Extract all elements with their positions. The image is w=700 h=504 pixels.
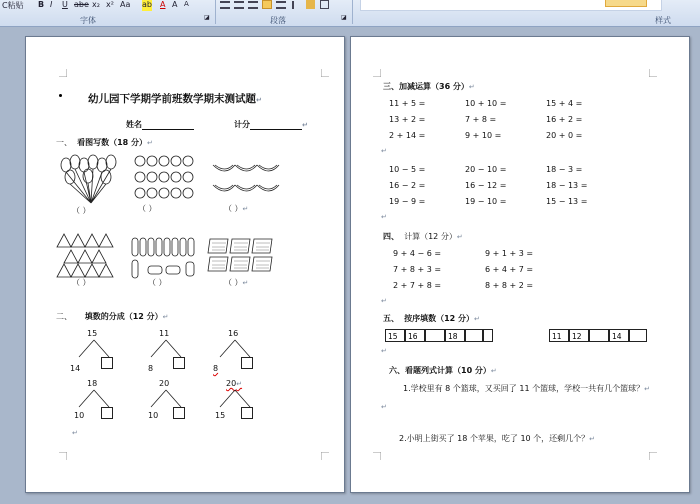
paragraph-mark: ↵ [147,139,153,147]
answer-box[interactable] [173,407,185,419]
paste-label[interactable]: C粘贴 [2,1,24,10]
split-top-number: 18 [87,379,98,388]
calc-item: 10 − 5 = [389,165,426,174]
document-page-1[interactable] [25,36,345,493]
bullet-dot [59,94,62,97]
section4-heading [383,231,463,242]
paragraph-mark: ↵ [302,121,308,129]
document-page-2[interactable] [350,36,690,493]
ribbon-separator [352,0,353,24]
line-spacing-icon[interactable] [292,1,300,9]
font-dialog-launcher-icon[interactable]: ◪ [204,14,210,21]
paragraph-mark: ↵ [256,96,262,104]
answer-paren[interactable]: （ ） [138,204,157,213]
calc-item: 15 + 4 = [546,99,583,108]
crop-mark [373,452,381,460]
name-label: 姓名 [126,120,142,129]
font-button-shrink[interactable]: A [184,0,189,8]
distribute-icon[interactable] [276,1,286,9]
section1-number: 一、 [56,138,72,147]
split-left-number: 10 [148,411,159,420]
calc-item: 19 − 9 = [389,197,426,206]
crop-mark [321,69,329,77]
calc-item: 11 + 5 = [389,99,426,108]
score-blank[interactable] [250,121,302,130]
font-button-case[interactable]: Aa [120,0,131,9]
section4-number: 四、 [383,232,399,241]
section3-title: 三、加减运算（36 分） [383,82,469,91]
calc-item: 13 + 2 = [389,115,426,124]
seq2-cell[interactable] [589,329,609,342]
split-top-number: 20 [159,379,170,388]
answer-paren[interactable]: （ ） [72,278,91,287]
section6-heading [389,365,497,376]
split-top-number [226,379,242,388]
seq1-cell[interactable] [465,329,483,342]
paragraph-mark: ↵ [242,279,249,287]
section3-heading [383,81,475,92]
word-problem-1-text: 1.学校里有 8 个篮球，又买回了 11 个篮球，学校一共有几个篮球？ [403,384,645,393]
paragraph-mark: ↵ [162,313,169,321]
split-left-number: 15 [215,411,226,420]
section4-title: 计算（12 分） [404,232,457,241]
paragraph-mark: ↵ [589,435,596,443]
calc2-item: 8 + 8 + 2 = [485,281,534,290]
align-left-icon[interactable] [220,1,230,9]
split-left-number: 8 [213,364,219,373]
calc-item: 19 − 10 = [465,197,507,206]
paragraph-mark: ↵ [381,403,387,411]
paragraph-mark: ↵ [490,367,497,375]
font-button-italic[interactable]: I [50,0,53,9]
seq1-cell[interactable] [425,329,445,342]
crop-mark [59,69,67,77]
section2-heading [56,311,169,322]
style-selected-highlight [605,0,647,7]
bottles-picture [130,232,204,280]
crop-mark [649,69,657,77]
calc-item: 10 + 10 = [465,99,507,108]
calc-item: 2 + 14 = [389,131,426,140]
seq2-cell[interactable]: 11 [549,329,569,342]
calc-item: 20 − 10 = [465,165,507,174]
seq1-cell[interactable]: 16 [405,329,425,342]
balloons-picture [58,153,124,205]
section6-title: 六、看题列式计算（10 分） [389,366,491,375]
font-button-strike[interactable]: abe [74,0,89,9]
answer-box[interactable] [101,357,113,369]
font-button-subscript[interactable]: x₂ [92,0,100,9]
highlight-button[interactable]: ab [142,0,152,9]
name-blank[interactable] [142,121,194,130]
calc2-item: 2 + 7 + 8 = [393,281,442,290]
seq1-cell[interactable]: 18 [445,329,465,342]
section1-heading [56,137,153,148]
ribbon [0,0,700,27]
answer-paren-text: （ ） [224,278,243,287]
section5-title: 按序填数（12 分） [404,314,475,323]
split-top-number: 11 [159,329,170,338]
word-problem-1 [403,383,650,394]
calc2-item: 9 + 1 + 3 = [485,249,534,258]
paragraph-mark: ↵ [474,315,480,323]
seq1-cell[interactable] [483,329,493,342]
paragraph-mark: ↵ [644,385,650,393]
answer-paren-text: （ ） [224,204,243,213]
word-problem-2-text: 2.小明上街买了 18 个苹果，吃了 10 个，还剩几个？ [399,434,590,443]
bananas-picture [211,159,281,203]
paragraph-mark: ↵ [468,83,475,91]
font-button-underline[interactable]: U [62,0,68,9]
paragraph-mark: ↵ [242,205,249,213]
crop-mark [59,452,67,460]
word-problem-2 [399,433,595,444]
paragraph-mark: ↵ [456,233,463,241]
shading-icon[interactable] [306,0,315,9]
calc2-item: 9 + 4 − 6 = [393,249,442,258]
calc-item: 15 − 13 = [546,197,588,206]
answer-box[interactable] [173,357,185,369]
split-left-number: 8 [148,364,154,373]
calc-item: 9 + 10 = [465,131,502,140]
font-button-bold[interactable]: B [38,0,45,9]
paragraph-group-label: 段落 [270,16,286,25]
tiles-picture [206,237,278,275]
split-top-number: 16 [228,329,239,338]
paragraph-mark: ↵ [381,147,387,155]
answer-box[interactable] [101,407,113,419]
calc2-item: 7 + 8 + 3 = [393,265,442,274]
align-right-icon[interactable] [248,1,258,9]
section1-title: 看图写数（18 分） [77,138,148,147]
circles-picture [134,155,204,203]
seq1-cell[interactable]: 15 [385,329,405,342]
paragraph-mark: ↵ [236,380,243,388]
paragraph-mark: ↵ [72,429,78,437]
seq2-cell[interactable]: 14 [609,329,629,342]
answer-paren[interactable]: （ ） [72,206,91,215]
name-field [126,119,194,130]
answer-paren[interactable] [224,277,248,288]
border-icon[interactable] [320,0,329,9]
ribbon-separator [215,0,216,24]
page-title [88,91,262,106]
font-button-superscript[interactable]: x² [106,0,114,9]
calc-item: 7 + 8 = [465,115,497,124]
paragraph-mark: ↵ [381,297,387,305]
section2-number: 二、 [56,312,72,321]
seq2-cell[interactable]: 12 [569,329,589,342]
section2-title: 填数的分成（12 分） [84,312,163,321]
crop-mark [373,69,381,77]
answer-box[interactable] [241,407,253,419]
calc-item: 16 − 12 = [465,181,507,190]
score-label: 计分 [234,120,250,129]
answer-box[interactable] [241,357,253,369]
section5-number: 五、 [383,314,399,323]
triangles-picture [56,233,118,279]
paragraph-mark: ↵ [381,347,387,355]
split-left-number: 14 [70,364,81,373]
calc-item: 16 − 2 = [389,181,426,190]
calc-item: 18 − 13 = [546,181,588,190]
align-center-icon[interactable] [234,1,244,9]
answer-paren[interactable]: （ ） [148,278,167,287]
calc-item: 20 + 0 = [546,131,583,140]
font-button-grow[interactable]: A [172,0,178,9]
calc-item: 16 + 2 = [546,115,583,124]
split-top-number: 15 [87,329,98,338]
split-left-number: 10 [74,411,85,420]
seq2-cell[interactable] [629,329,647,342]
score-field [234,119,308,130]
calc-item: 18 − 3 = [546,165,583,174]
font-color-button[interactable]: A [160,0,166,9]
justify-icon[interactable] [262,0,272,9]
paragraph-dialog-launcher-icon[interactable]: ◪ [341,14,347,21]
crop-mark [321,452,329,460]
split-top-number-text: 20 [226,379,237,388]
section5-heading [383,313,480,324]
page-title-text: 幼儿园下学期学前班数学期末测试题 [88,93,256,105]
calc2-item: 6 + 4 + 7 = [485,265,534,274]
styles-group-label: 样式 [655,16,671,25]
answer-paren[interactable] [224,203,248,214]
font-group-label: 字体 [80,16,96,25]
paragraph-mark: ↵ [381,213,387,221]
crop-mark [649,452,657,460]
